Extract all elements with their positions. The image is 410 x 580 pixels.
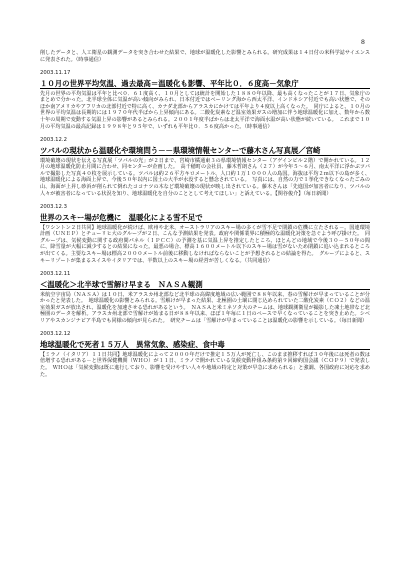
article-headline: ＜温暖化＞北半球で雪解け早まる ＮＡＳＡ観測 bbox=[40, 280, 370, 290]
article-headline: 世界のスキー場が危機に 温暖化による雪不足で bbox=[40, 213, 370, 223]
article-body: 環境破壊の現状を伝える写真展「ツバルの光」が２日まで、宮崎市橘通東３の県環境情報センター（アゲインビル２階）で開かれている。１２月の地球温暖化防止月間に合わせ、同センターが企画した。 高千穂町の会社員、藤木哲朗さん（２７）が今年５～６月、南太平洋に浮かぶツバルで撮影した写真４０枚を展示している。ツバルは約２６平方キロメートル、人口約１万１０００人の島国。海抜は平均２ｍ以下の島が多く、地球温暖化による海面上昇で、今後５０年以内に国土の大半が水没すると懸念されている。 写真には、自然の力で１挙化できなくなったごみの山、海面が上昇し砂浜が削られて倒れたココナツの木など環境破壊の現状が映し出されている。藤木さんは「先進国が加害者になり、ツバルの人々が被害者になっている状況を知り、地球温暖化を自分のこととして考えてほしい」と訴えている。【関谷俊介】（毎日新聞） bbox=[40, 157, 370, 197]
article-date: 2003.11.17 bbox=[40, 70, 71, 77]
article-headline: ツバルの現状から温暖化や環境問う－－県環境情報センターで藤木さん写真展／宮崎 bbox=[40, 146, 370, 156]
article-date: 2003.12.3 bbox=[40, 204, 67, 211]
article-body: 【ミラノ（イタリア）１１日共同】地球温暖化によって２０００年だけで推定１５万人が死亡し、このまま推移すれば３０年後には死者の数は倍増する恐れがある－と世界保健機関（ＷＨＯ）が１１日、ミラノで開かれている気候変動枠組み条約第９回締約国会議（ＣＯＰ９）で発表した。 ＷＨＯは「気候変動は既に進行しており、影響を受けやすい人々や地域の特定と対策が早急に求められる」と強調、各国政府に対応を求めた。 bbox=[40, 351, 370, 378]
document-body bbox=[40, 50, 370, 378]
article-5 bbox=[40, 331, 370, 378]
intro-paragraph: 削したデータと、人工衛星の観測データを突き合わせた結果で、地球が温暖化した影響とみられる。研究成果は１４日付の米科学誌サイエンスに発表された。（時事通信） bbox=[40, 50, 370, 63]
article-3 bbox=[40, 204, 370, 264]
article-date: 2003.12.12 bbox=[40, 331, 71, 338]
article-date: 2003.12.2 bbox=[40, 137, 67, 144]
article-2 bbox=[40, 137, 370, 197]
article-body: 先月の世界の平均気温は平年と比べ０．６１度高く、１０月としては統計を開始した１８８０年以降、最も高くなったことが１７日、気象庁のまとめで分かった。北半球全体に気温が高い傾向がみられ、日本付近ではベーリング海から西太平洋、インドネシア付近でも高い状態で、そのほか南アメリカやアフリカの北部付近で特に高く、カナダ北部からアラスカにかけては平年より４度以上高くなった。 同庁によると、１０月の世界の平均気温は長期的には１９７０年代半ばから上昇傾向にある。二酸化炭素など温室効果ガスの増加に伴う地球温暖化に加え、数年から数十年の周期で変動する気温上昇の影響があるとみられる。２００１年度半ばからは北太平洋で海面水温が高い状態が続いている。 これまで１０月の平均気温の最高記録は１９９８年と９５年で、いずれも平年比０．５６度高かった。（時事通信） bbox=[40, 90, 370, 130]
article-body: 【ワシントン２日共同】地球温暖化が続けば、欧州や北米、オーストラリアのスキー場の多くが雪不足で閉鎖の危機に立たされる－。国連環境計画（ＵＮＥＰ）とチューリヒ大のグループが２日、こんな予測結果を発表。政府や関係業界に積極的な温暖化対策を急ぐよう呼び掛けた。 同グループは、気候変動に関する政府間パネル（ＩＰＣＣ）の予測を基に気温上昇を推定したところ、ほとんどの地域で今後３０－５０年の間に、降雪量が大幅に減少するとの結果になった。最悪の場合、標高１６００メートル以下のスキー場は雪がないため閉鎖に追い込まれるところが出てくる。主要なスキー場は標高２０００メートル前後に移動しなければならないことが予想されるとの結論を得た。 グループによると、スキーリゾートが集まるスイスやイタリアでは、半数以上のスキー場の経営が苦しくなる。（共同通信） bbox=[40, 224, 370, 264]
article-headline: 地球温暖化で死者１５万人 異常気象、感染症、食中毒 bbox=[40, 340, 370, 350]
article-4 bbox=[40, 271, 370, 324]
article-date: 2003.12.11 bbox=[40, 271, 71, 278]
article-1 bbox=[40, 70, 370, 130]
article-headline: １０月の世界平均気温、過去最高＝温暖化も影響、平年比０．６度高－気象庁 bbox=[40, 79, 370, 89]
page-number: 8 bbox=[360, 38, 365, 46]
article-body: 米航空宇宙局（ＮＡＳＡ）は１０日、米アラスカ州北部など北半球の高緯度地域の広い範囲で８８年以来、春の雪解けが早まっていることが分かったと発表した。 地球温暖化の影響とみられる。雪解けが早まった結果、北極圏の土壌に閉じ込められていた二酸化炭素（ＣＯ２）などの温室効果ガスが放出され、温暖化を加速させる恐れがあるという。 ＮＡＳＡと米ミネソタ大のチームは、地球観測衛星が撮影した凍土地帯など北極圏のデータを解析。アラスカ州北部で雪解けが始まる日が８８年以来、ほぼ１年毎に１日のペースで早くなっていることを突き止めた。シベリアやスカンジナビア半島でも同様の傾向が見られた。 研究チームは「雪解けが早まっていることは温暖化の影響を示している。（毎日新聞） bbox=[40, 291, 370, 324]
